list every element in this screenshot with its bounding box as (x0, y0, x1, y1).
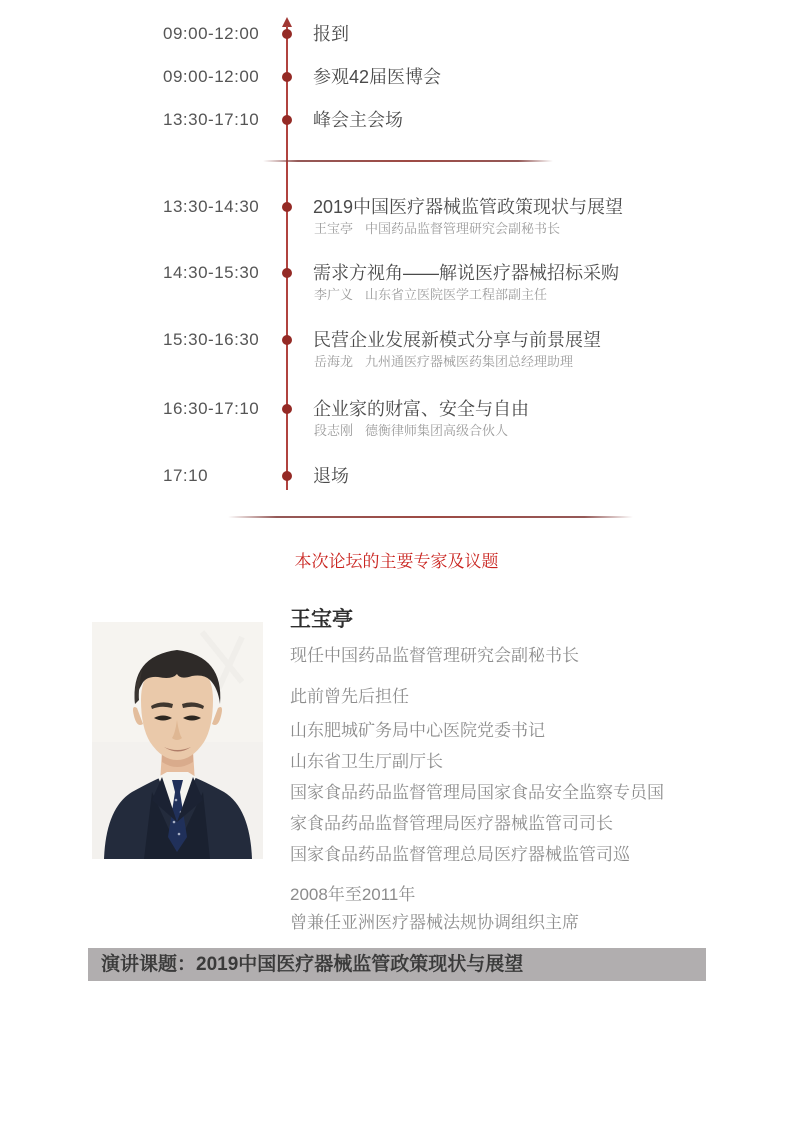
portrait-illustration (92, 622, 263, 859)
timeline-session-speaker (314, 221, 654, 237)
speaker-period-role: 曾兼任亚洲医疗器械法规协调组织主席 (290, 913, 579, 932)
timeline-session-speaker (314, 287, 654, 303)
presenter-name: 岳海龙 (314, 354, 354, 369)
timeline-time: 13:30-17:10 (163, 110, 260, 129)
section-divider (263, 160, 553, 162)
lecture-topic-bar: 演讲课题：2019中国医疗器械监管政策现状与展望 (88, 948, 706, 981)
timeline-time: 15:30-16:30 (163, 330, 260, 349)
timeline-session-speaker (314, 354, 654, 370)
timeline-dot (282, 471, 292, 481)
timeline-dot (282, 72, 292, 82)
presenter-org: 山东省立医院医学工程部副主任 (365, 287, 548, 302)
timeline-session-speaker (314, 423, 654, 439)
timeline-event: 峰会主会场 (313, 110, 403, 130)
timeline-event: 参观42届医博会 (313, 67, 442, 87)
timeline-session-title: 民营企业发展新模式分享与前景展望 (313, 330, 601, 350)
timeline-dot (282, 335, 292, 345)
presenter-org: 中国药品监督管理研究会副秘书长 (365, 221, 561, 236)
speaker-bio-line: 国家食品药品监督管理局国家食品安全监察专员国 (290, 783, 664, 802)
timeline-line (286, 26, 288, 490)
presenter-name: 李广义 (314, 287, 354, 302)
timeline-dot (282, 404, 292, 414)
timeline-time: 09:00-12:00 (163, 24, 260, 43)
timeline-session-title: 2019中国医疗器械监管政策现状与展望 (313, 197, 624, 217)
timeline-time: 17:10 (163, 466, 209, 485)
timeline-dot (282, 115, 292, 125)
speaker-bio-intro: 此前曾先后担任 (290, 687, 409, 706)
presenter-name: 王宝亭 (314, 221, 354, 236)
speaker-bio-line: 家食品药品监督管理局医疗器械监管司司长 (290, 814, 613, 833)
timeline-time: 14:30-15:30 (163, 263, 260, 282)
timeline-time: 16:30-17:10 (163, 399, 260, 418)
speaker-name: 王宝亭 (290, 608, 353, 631)
presenter-name: 段志刚 (314, 423, 354, 438)
timeline-time: 09:00-12:00 (163, 67, 260, 86)
timeline-dot (282, 29, 292, 39)
timeline-dot (282, 202, 292, 212)
timeline-event: 报到 (313, 24, 349, 44)
speaker-bio-line: 山东肥城矿务局中心医院党委书记 (290, 721, 545, 740)
timeline-session-title: 需求方视角——解说医疗器械招标采购 (313, 263, 619, 283)
timeline-dot (282, 268, 292, 278)
speaker-period: 2008年至2011年 (290, 885, 416, 904)
speaker-current-title: 现任中国药品监督管理研究会副秘书长 (290, 646, 579, 665)
speaker-bio-line: 山东省卫生厅副厅长 (290, 752, 443, 771)
timeline-time: 13:30-14:30 (163, 197, 260, 216)
presenter-org: 九州通医疗器械医药集团总经理助理 (365, 354, 574, 369)
section-heading: 本次论坛的主要专家及议题 (294, 552, 499, 571)
timeline-session-title: 企业家的财富、安全与自由 (313, 399, 529, 419)
timeline-session-title: 退场 (313, 466, 349, 486)
speaker-photo (92, 622, 263, 859)
section-divider (228, 516, 633, 518)
presenter-org: 德衡律师集团高级合伙人 (365, 423, 509, 438)
speaker-bio-line: 国家食品药品监督管理总局医疗器械监管司巡 (290, 845, 630, 864)
